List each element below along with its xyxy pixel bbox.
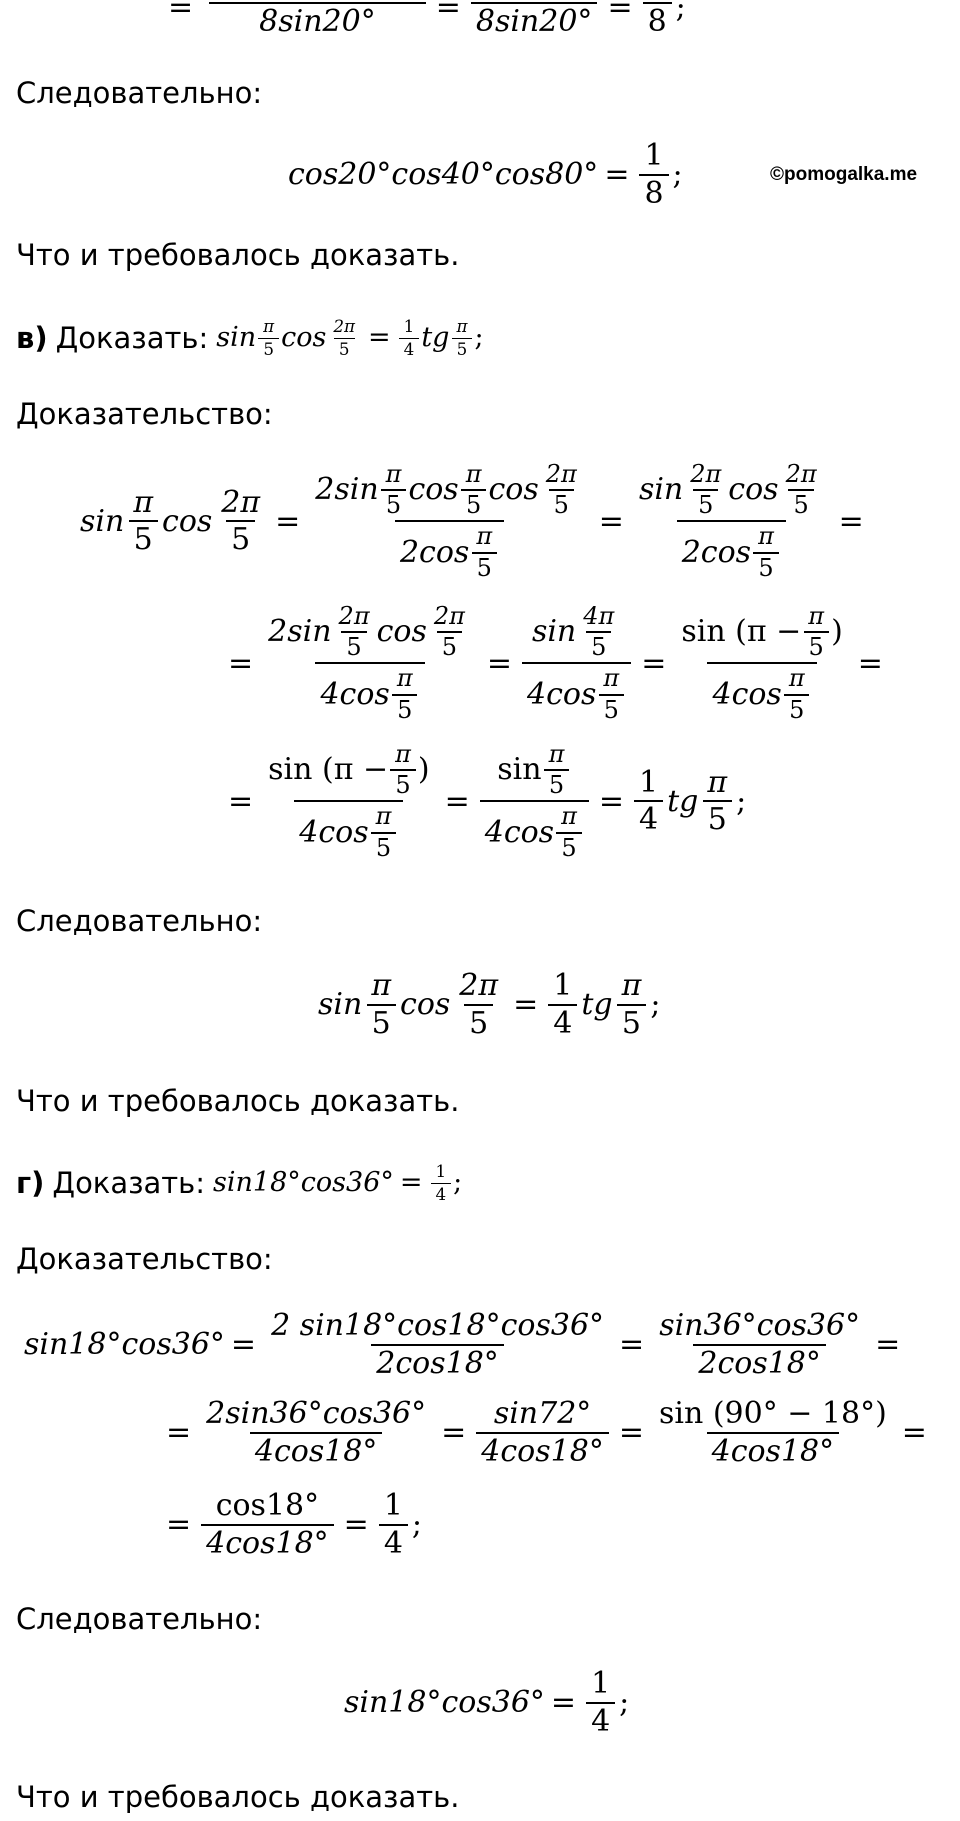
numerator [634,462,829,520]
denominator [395,520,504,580]
term: sin (π − [681,614,802,650]
numerator: 2π [338,602,370,630]
statement-formula [216,318,483,358]
fraction [476,1398,609,1467]
therefore-label: Следовательно: [16,1602,263,1636]
cos-func: cos [728,472,779,508]
denominator: 5 [226,520,255,556]
fraction [263,604,477,723]
g-derivation-line-3 [160,1490,422,1559]
eq-sign: = [230,1327,257,1362]
denominator: 5 [461,489,486,518]
part-g-heading [16,1163,462,1203]
numerator [492,742,576,800]
fraction [266,1310,609,1379]
fraction [390,742,416,798]
prove-label: Доказать: [52,1166,206,1201]
qed-label: Что и требовалось доказать. [16,1780,460,1814]
fraction [366,970,396,1039]
denominator [677,520,786,580]
fraction [548,970,577,1039]
fraction [399,318,420,358]
fraction [201,1490,334,1559]
numerator: π [603,664,620,693]
eq-sign: = [168,0,194,26]
numerator: 1 [591,1666,611,1701]
term: 4cos [299,814,369,850]
eq-sign: = [857,645,883,681]
fraction [201,1398,431,1467]
fraction [643,0,672,38]
denominator: 5 [549,489,574,518]
semicolon: ; [736,783,747,819]
fraction [541,462,582,518]
numerator: 1 [639,764,659,800]
fraction [639,140,668,209]
proof-label: Доказательство: [16,1242,273,1276]
paren: ) [417,752,430,788]
fraction [381,462,407,518]
denominator: 5 [617,1004,646,1040]
denominator: 5 [703,800,732,836]
denominator: 5 [437,631,462,660]
denominator: 5 [452,338,473,359]
numerator: π [476,522,493,551]
fraction [334,604,375,660]
cos-func: cos [488,472,539,508]
semicolon: ; [453,1167,463,1199]
denominator: 5 [390,769,415,798]
denominator: 4 [634,800,663,836]
eq-sign: = [838,503,864,539]
numerator: 2π [433,602,465,630]
fraction [598,666,624,722]
sin-func: sin [216,322,257,354]
term: 4cos [527,676,597,712]
numerator: 1 [383,1488,403,1523]
denominator: 5 [784,694,809,723]
denominator [294,800,403,860]
denominator: 5 [334,338,355,359]
denominator: 4cos18° [476,1432,609,1468]
denominator: 5 [258,338,279,359]
numerator: 2π [333,316,356,336]
numerator [263,604,477,662]
cos-func: cos [162,503,213,539]
fraction [310,462,589,581]
numerator: π [133,484,154,520]
paren: ) [831,614,843,650]
denominator: 5 [586,631,611,660]
fraction [654,1398,892,1467]
denominator: 2cos18° [693,1344,826,1380]
tg-func: tg [581,987,613,1022]
numerator: sin72° [493,1396,592,1431]
fraction [676,604,847,723]
watermark: ©pomogalka.me [770,164,918,185]
derivation-line-1 [80,462,870,581]
fraction [544,742,570,798]
numerator: 4π [583,602,615,630]
denominator: 4 [586,1702,615,1738]
numerator: 2 sin18°cos18°cos36° [271,1308,605,1343]
eq-sign: = [444,783,470,819]
fraction [702,764,732,838]
numerator: π [621,968,642,1003]
fraction [431,1163,452,1203]
denominator: 4 [379,1524,408,1560]
term: 2cos [399,534,470,570]
fraction [634,764,663,838]
denominator: 8 [643,2,672,38]
numerator [310,462,589,520]
numerator: 1 [403,316,415,336]
fraction [556,804,582,860]
denominator: 5 [599,694,624,723]
numerator: π [371,968,392,1003]
numerator: π [456,316,468,336]
fraction [654,1310,865,1379]
sin-func: sin [318,987,363,1022]
denominator: 8sin20° [209,2,426,38]
numerator: π [548,740,565,768]
fraction [634,462,829,581]
denominator: 5 [392,694,417,723]
denominator: 8 [639,174,668,210]
fraction [471,524,497,580]
eq-sign: = [513,987,539,1022]
numerator [263,742,434,800]
fraction [522,604,631,723]
numerator: π [808,602,825,630]
numerator [676,604,847,662]
denominator: 4 [399,338,420,359]
term: 2sin [268,614,332,650]
sin-func: sin [531,614,577,650]
fraction [379,1490,408,1559]
eq-sign: = [598,783,625,819]
fraction [429,604,470,660]
numerator: π [788,664,805,693]
eq-sign: = [441,1415,467,1450]
numerator: π [263,316,275,336]
cos-func: cos [376,614,427,650]
numerator: 2π [785,460,817,488]
fraction [803,604,829,660]
prove-label: Доказать: [55,321,209,356]
eq-sign: = [550,1685,577,1720]
numerator [527,604,626,662]
eq-sign: = [875,1327,901,1362]
fraction [461,462,487,518]
eq-sign: = [641,645,667,681]
result-equation-v [318,970,660,1039]
statement-formula [213,1163,462,1203]
denominator: 4cos18° [707,1432,840,1468]
numerator: π [375,802,392,831]
qed-label: Что и требовалось доказать. [16,238,460,272]
numerator: cos18° [215,1488,320,1523]
numerator: π [561,802,577,831]
tg-func: tg [421,322,450,354]
expression: cos20°cos40°cos80° [288,157,599,192]
cos-func: cos [400,987,451,1022]
sin-func: sin [638,472,684,508]
numerator: π [465,460,482,488]
fraction [263,742,434,861]
denominator: 5 [544,769,569,798]
g-derivation-line-1 [24,1310,906,1379]
eq-sign: = [275,503,301,539]
eq-sign: = [604,157,630,192]
numerator: sin36°cos36° [659,1308,861,1343]
numerator: π [707,764,728,800]
cos-func: cos [408,472,459,508]
eq-sign: = [166,1415,192,1450]
denominator: 5 [381,489,406,518]
fraction [209,0,426,38]
eq-sign: = [619,1327,645,1362]
eq-sign: = [598,503,624,539]
therefore-label: Следовательно: [16,76,263,110]
numerator: π [758,522,774,551]
part-letter: в) [16,321,48,356]
fraction [617,970,647,1039]
fraction [471,0,598,38]
denominator: 5 [341,631,366,660]
term: 4cos [320,676,390,712]
top-partial-equation [168,0,686,38]
derivation-line-2 [222,604,889,723]
numerator: 2π [221,484,261,520]
fraction [258,318,279,358]
denominator [522,662,631,722]
denominator: 5 [371,832,396,861]
fraction [454,970,503,1039]
sin-func: sin [80,503,125,539]
proof-label: Доказательство: [16,397,273,431]
result-equation-b [288,140,683,209]
fraction [578,604,619,660]
tg-func: tg [667,783,699,819]
denominator: 4 [548,1004,577,1040]
fraction [784,666,810,722]
numerator: π [396,664,413,693]
fraction [216,484,265,558]
numerator: 2π [690,460,722,488]
numerator: π [385,460,402,488]
denominator: 5 [753,552,778,581]
denominator [707,662,816,722]
denominator: 5 [464,1004,493,1040]
expression: sin18°cos36° [344,1685,545,1720]
denominator: 8sin20° [471,2,598,38]
semicolon: ; [411,1507,423,1542]
eq-sign: = [228,645,254,681]
fraction [371,804,397,860]
denominator: 4cos18° [201,1524,334,1560]
expression: sin18°cos36° [213,1167,394,1199]
therefore-label: Следовательно: [16,904,263,938]
qed-label: Что и требовалось доказать. [16,1084,460,1118]
fraction [451,318,472,358]
denominator: 5 [693,489,718,518]
semicolon: ; [619,1685,630,1720]
fraction [480,742,589,861]
denominator: 5 [804,631,829,660]
eq-sign: = [901,1415,927,1450]
part-v-heading [16,318,484,358]
term: 4cos [712,676,782,712]
term: 4cos [484,814,555,850]
fraction [685,462,726,518]
numerator: 2π [545,460,577,488]
semicolon: ; [675,0,686,26]
denominator: 5 [367,1004,396,1040]
denominator: 5 [472,552,497,581]
derivation-line-3 [222,742,746,861]
fraction [392,666,418,722]
denominator: 4 [431,1183,452,1204]
semicolon: ; [474,322,484,354]
term: 2cos [681,534,752,570]
expression: sin18°cos36° [24,1327,225,1362]
part-letter: г) [16,1166,45,1201]
eq-sign: = [228,783,254,819]
denominator [480,800,589,860]
denominator [315,662,424,722]
term: 2sin [315,472,379,508]
denominator: 5 [788,489,813,518]
numerator: sin (90° − 18°) [658,1396,887,1431]
numerator: 2sin36°cos36° [206,1396,427,1431]
semicolon: ; [672,157,683,192]
semicolon: ; [650,987,661,1022]
fraction [586,1668,615,1737]
denominator: 2cos18° [371,1344,504,1380]
fraction [128,484,158,558]
eq-sign: = [435,0,461,26]
numerator: π [395,740,411,768]
cos-func: cos [281,322,327,354]
numerator: 1 [553,968,573,1003]
fraction [781,462,822,518]
eq-sign: = [343,1507,369,1542]
fraction [328,318,360,358]
result-equation-g [344,1668,629,1737]
sin-func: sin [497,752,542,788]
numerator: 1 [435,1161,447,1181]
eq-sign: = [368,322,391,354]
denominator: 5 [556,832,581,861]
numerator: 2π [459,968,499,1003]
numerator: 1 [644,138,664,173]
denominator: 5 [129,520,158,556]
g-derivation-line-2 [160,1398,933,1467]
eq-sign: = [618,1415,644,1450]
term: sin (π − [268,752,389,788]
eq-sign: = [607,0,633,26]
eq-sign: = [486,645,513,681]
fraction [753,524,779,580]
denominator: 4cos18° [250,1432,383,1468]
eq-sign: = [166,1507,192,1542]
eq-sign: = [399,1167,423,1199]
